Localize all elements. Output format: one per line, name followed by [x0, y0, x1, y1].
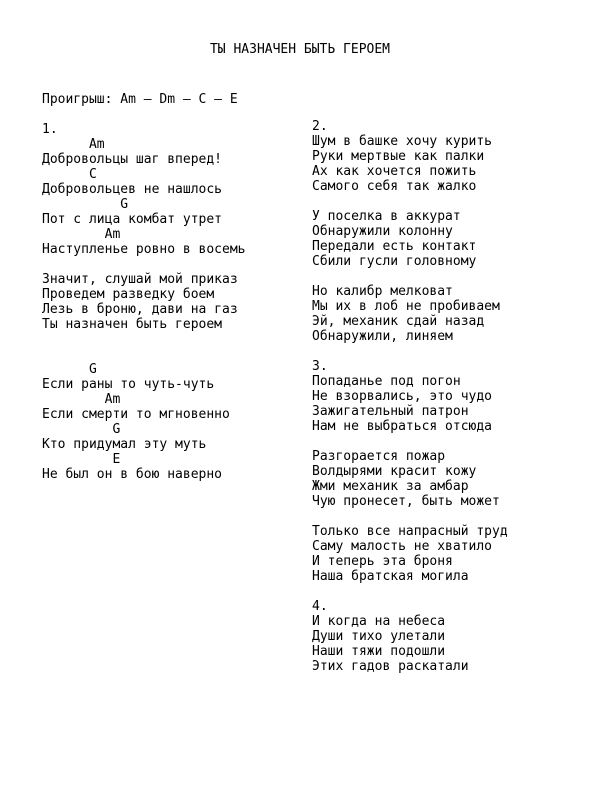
lyric-line: Нам не выбраться отсюда [312, 419, 493, 434]
lyric-line: C [42, 167, 97, 182]
lyric-line: Разгорается пожар [312, 449, 446, 464]
lyric-line: Эй, механик сдай назад [312, 314, 485, 329]
lyric-line: И теперь эта броня [312, 554, 453, 569]
blank-line [312, 269, 592, 284]
lyric-line: Руки мертвые как палки [312, 149, 485, 164]
lyric-line: Но калибр мелковат [312, 284, 453, 299]
lyric-line: Наступленье ровно в восемь [42, 242, 246, 257]
lyric-line: Проведем разведку боем [42, 287, 215, 302]
left-column [42, 122, 322, 482]
lyric-line: Чую пронесет, быть может [312, 494, 500, 509]
lyric-line: И когда на небеса [312, 614, 446, 629]
lyric-line: Наши тяжи подошли [312, 644, 446, 659]
lyric-line: Не взорвались, это чудо [312, 389, 493, 404]
song-title: ТЫ НАЗНАЧЕН БЫТЬ ГЕРОЕМ [209, 42, 390, 57]
lyric-line: Зажигательный патрон [312, 404, 469, 419]
lyric-line: Am [42, 137, 105, 152]
lyric-line: Не был он в бою наверно [42, 467, 223, 482]
blank-line [312, 509, 592, 524]
lyric-line: Волдырями красит кожу [312, 464, 477, 479]
lyric-line: Шум в башке хочу курить [312, 134, 493, 149]
lyric-line: 3. [312, 359, 328, 374]
lyric-line: Наша братская могила [312, 569, 469, 584]
lyric-line: G [42, 197, 129, 212]
blank-line [312, 344, 592, 359]
lyric-line: Am [42, 392, 121, 407]
blank-line [312, 434, 592, 449]
lyric-line: Добровольцы шаг вперед! [42, 152, 223, 167]
lyric-line: 2. [312, 119, 328, 134]
lyric-line: Только все напрасный труд [312, 524, 508, 539]
lyric-line: Мы их в лоб не пробиваем [312, 299, 500, 314]
right-column [312, 119, 592, 674]
lyric-line: 4. [312, 599, 328, 614]
lyric-line: Передали есть контакт [312, 239, 477, 254]
lyric-line: Добровольцев не нашлось [42, 182, 223, 197]
lyric-line: Самого себя так жалко [312, 179, 477, 194]
lyric-line: У поселка в аккурат [312, 209, 461, 224]
lyric-line: Значит, слушай мой приказ [42, 272, 238, 287]
lyric-line: Кто придумал эту муть [42, 437, 207, 452]
lyric-line: Если раны то чуть-чуть [42, 377, 215, 392]
lyric-line: Сбили гусли головному [312, 254, 477, 269]
lyric-line: Ты назначен быть героем [42, 317, 223, 332]
lyric-line: Ах как хочется пожить [312, 164, 477, 179]
blank-line [42, 332, 322, 347]
lyric-line: 1. [42, 122, 58, 137]
lyric-line: Попаданье под погон [312, 374, 461, 389]
lyric-line: Лезь в броню, дави на газ [42, 302, 238, 317]
blank-line [42, 257, 322, 272]
lyric-line: Пот с лица комбат утрет [42, 212, 223, 227]
lyric-line: G [42, 362, 97, 377]
intro-chords: Проигрыш: Am – Dm – C – E [42, 92, 238, 107]
blank-line [312, 194, 592, 209]
lyric-line: Саму малость не хватило [312, 539, 493, 554]
blank-line [312, 584, 592, 599]
lyric-line: Обнаружили колонну [312, 224, 453, 239]
lyric-line: Обнаружили, линяем [312, 329, 453, 344]
lyric-line: Этих гадов раскатали [312, 659, 469, 674]
lyric-line: Если смерти то мгновенно [42, 407, 230, 422]
lyric-line: Души тихо улетали [312, 629, 446, 644]
lyric-line: Жми механик за амбар [312, 479, 469, 494]
lyric-line: Am [42, 227, 121, 242]
blank-line [42, 347, 322, 362]
lyric-line: E [42, 452, 121, 467]
lyric-line: G [42, 422, 121, 437]
